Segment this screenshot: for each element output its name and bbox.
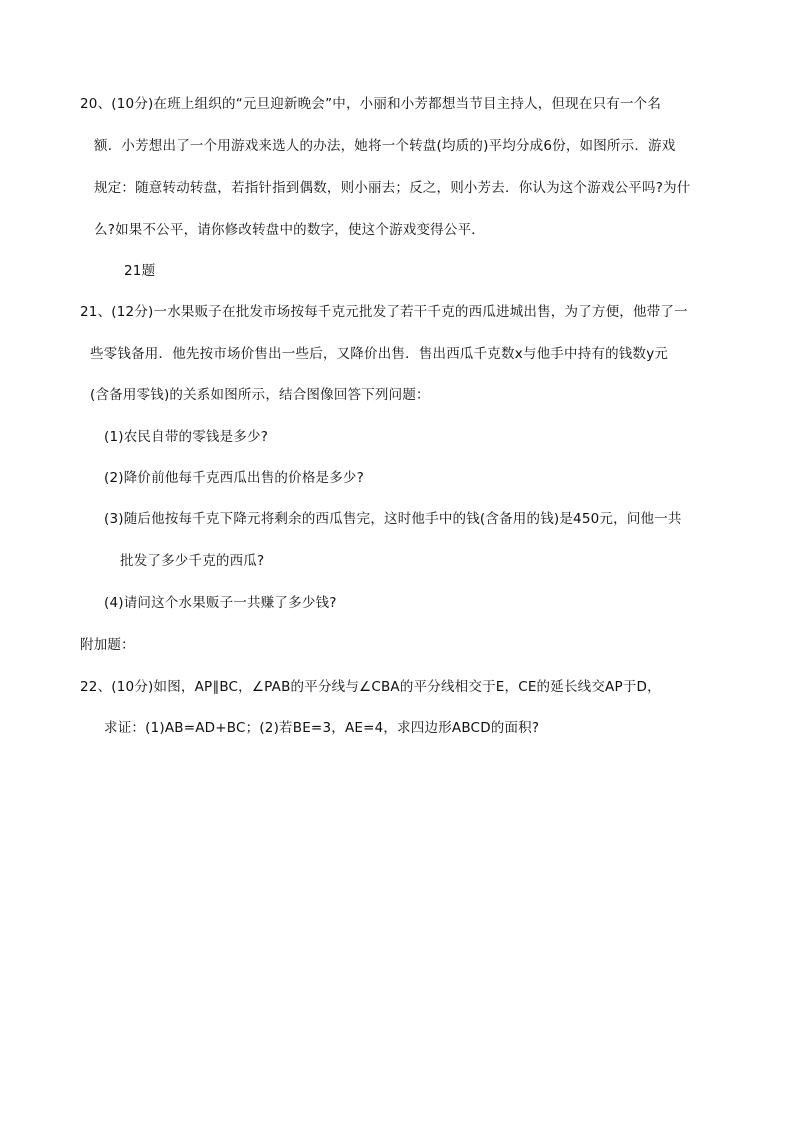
figure-label-21: 21题 <box>124 263 156 279</box>
q21-line-2: 些零钱备用．他先按市场价售出一些后，又降价出售．售出西瓜千克数x与他手中持有的钱数y元 <box>90 346 669 362</box>
q21-line-3: (含备用零钱)的关系如图所示，结合图像回答下列问题： <box>90 387 430 403</box>
q20-line-2: 额．小芳想出了一个用游戏来选人的办法，她将一个转盘(均质的)平均分成6份，如图所示．游戏 <box>94 138 676 154</box>
q20-line-3: 规定：随意转动转盘，若指针指到偶数，则小丽去；反之，则小芳去．你认为这个游戏公平吗?为什 <box>94 180 691 196</box>
q21-line-1: 21、(12分)一水果贩子在批发市场按每千克元批发了若干千克的西瓜进城出售，为了方便，他带了一 <box>80 304 688 320</box>
q22-line-2: 求证：(1)AB=AD+BC；(2)若BE=3，AE=4，求四边形ABCD的面积? <box>104 720 540 736</box>
q21-sub-1: (1)农民自带的零钱是多少? <box>104 429 269 445</box>
q21-sub-3-line-2: 批发了多少千克的西瓜? <box>120 553 265 569</box>
q21-sub-3-line-1: (3)随后他按每千克下降元将剩余的西瓜售完，这时他手中的钱(含备用的钱)是450元，问他一共 <box>104 511 682 527</box>
bonus-heading: 附加题： <box>80 637 135 653</box>
q22-line-1: 22、(10分)如图，AP∥BC，∠PAB的平分线与∠CBA的平分线相交于E，CE的延长线交AP于D， <box>80 679 661 695</box>
q21-sub-4: (4)请问这个水果贩子一共赚了多少钱? <box>104 595 337 611</box>
q20-line-1: 20、(10分)在班上组织的“元旦迎新晚会”中，小丽和小芳都想当节目主持人，但现在只有一个名 <box>80 96 662 112</box>
q20-line-4: 么?如果不公平，请你修改转盘中的数字，使这个游戏变得公平． <box>94 222 485 238</box>
q21-sub-2: (2)降价前他每千克西瓜出售的价格是多少? <box>104 470 364 486</box>
